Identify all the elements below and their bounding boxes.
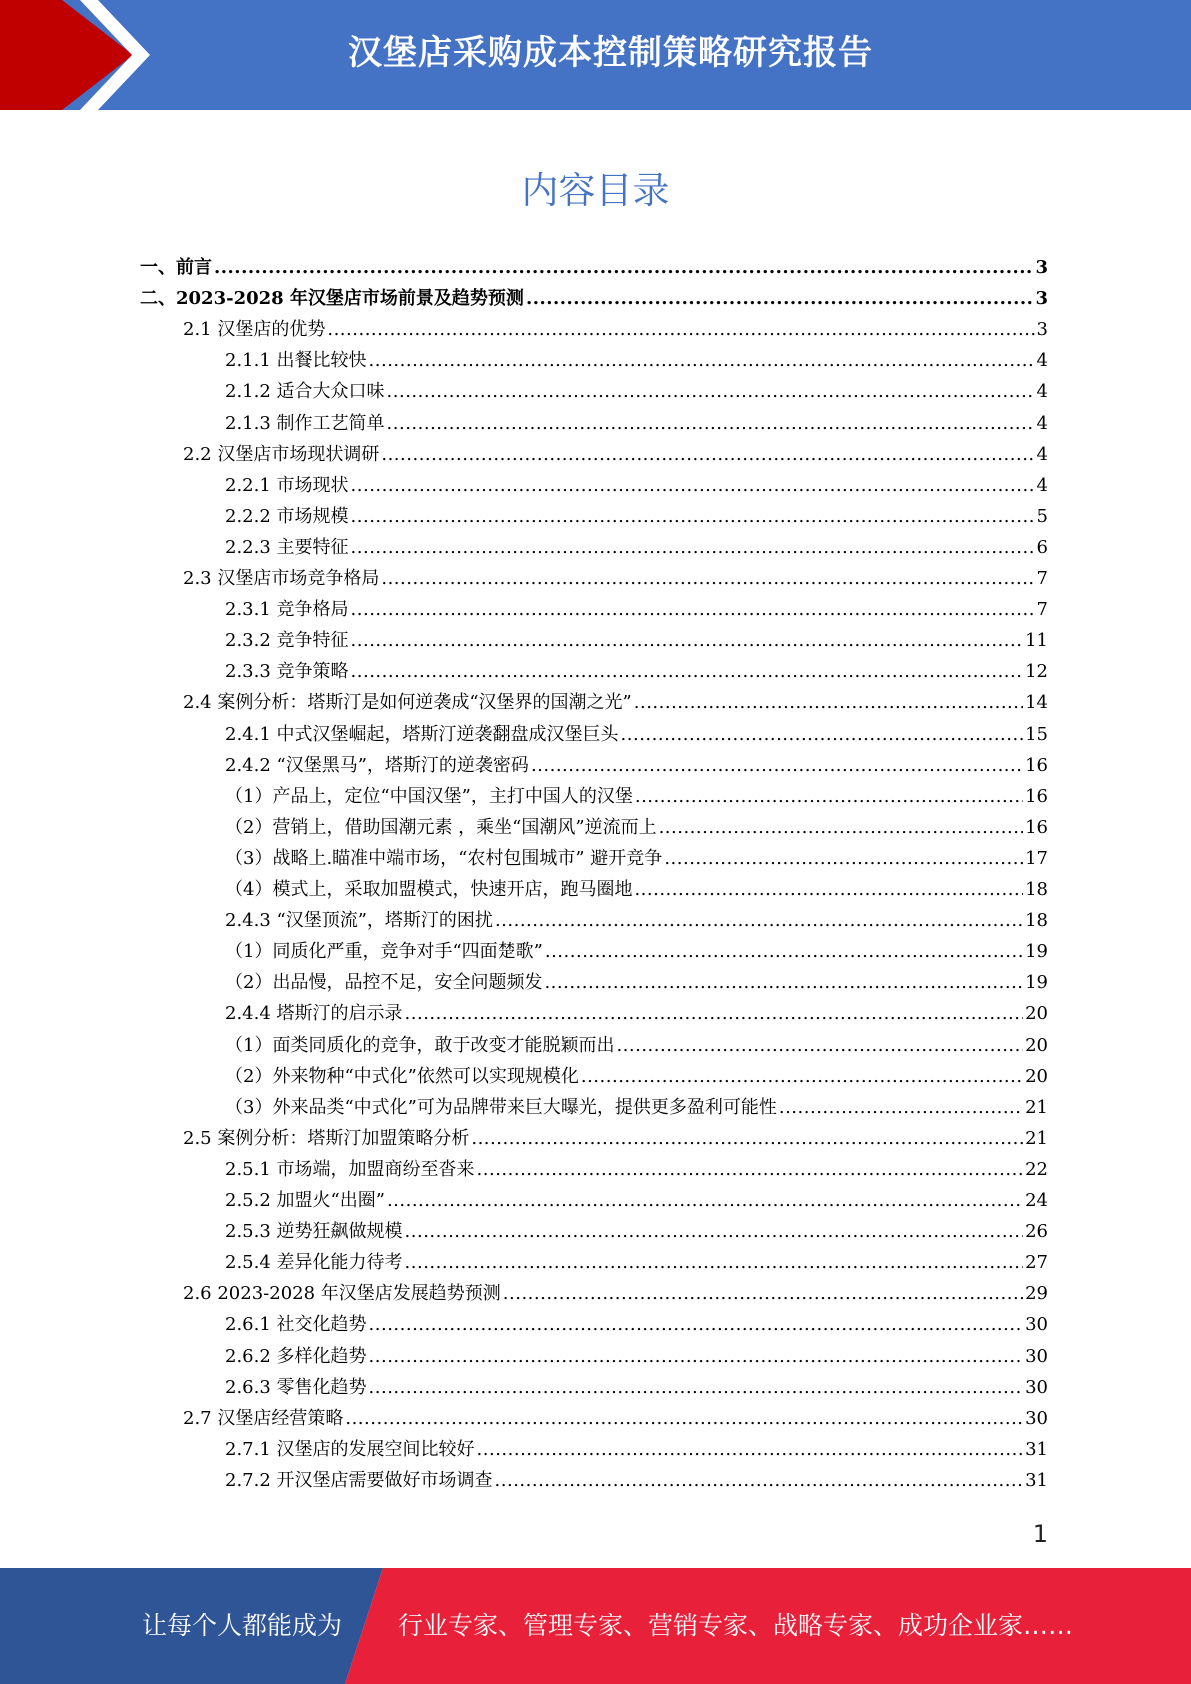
toc-entry-page: 5 (1036, 505, 1048, 527)
toc-leader-dots (634, 879, 1023, 900)
toc-leader-dots (477, 1159, 1024, 1180)
toc-leader-dots (327, 319, 1034, 340)
toc-entry-page: 16 (1025, 816, 1048, 838)
toc-entry-page: 11 (1025, 630, 1048, 652)
toc-entry-label: 2.5 案例分析：塔斯汀加盟策略分析 (183, 1127, 470, 1149)
toc-entry[interactable] (225, 657, 1048, 688)
toc-entry-page: 3 (1036, 319, 1048, 341)
toc-entry-label: 2.4.3 “汉堡顶流”，塔斯汀的困扰 (225, 910, 493, 932)
toc-entry-page: 4 (1036, 412, 1048, 434)
toc-entry-page: 4 (1036, 443, 1048, 465)
toc-leader-dots (635, 786, 1023, 807)
toc-entry[interactable] (183, 1404, 1048, 1435)
toc-entry-page: 19 (1025, 972, 1048, 994)
toc-leader-dots (351, 475, 1035, 496)
toc-entry-label: 2.1 汉堡店的优势 (183, 319, 326, 341)
toc-entry-page: 30 (1025, 1345, 1048, 1367)
toc-entry-label: （2）营销上，借助国潮元素 ，乘坐“国潮风”逆流而上 (225, 816, 657, 838)
toc-entry-page: 14 (1025, 692, 1048, 714)
toc-entry[interactable] (183, 1279, 1048, 1310)
toc-entry-page: 22 (1025, 1158, 1048, 1180)
toc-entry-page: 30 (1025, 1314, 1048, 1336)
toc-leader-dots (621, 724, 1024, 745)
toc-entry-label: 2.4.1 中式汉堡崛起，塔斯汀逆袭翻盘成汉堡巨头 (225, 723, 619, 745)
toc-entry[interactable] (225, 1093, 1048, 1124)
toc-leader-dots (616, 1035, 1023, 1056)
toc-entry-page: 19 (1025, 941, 1048, 963)
toc-entry-label: 2.6.3 零售化趋势 (225, 1376, 367, 1398)
toc-leader-dots (214, 257, 1033, 278)
toc-entry-label: 2.3.3 竞争策略 (225, 661, 349, 683)
toc-leader-dots (581, 1066, 1023, 1087)
toc-leader-dots (495, 910, 1023, 931)
toc-entry[interactable] (225, 1217, 1048, 1248)
toc-entry-label: 2.1.2 适合大众口味 (225, 381, 385, 403)
toc-entry-page: 15 (1025, 723, 1048, 745)
toc-leader-dots (503, 1283, 1023, 1304)
toc-entry-label: 2.4.2 “汉堡黑马”，塔斯汀的逆袭密码 (225, 754, 529, 776)
toc-entry[interactable] (225, 844, 1048, 875)
toc-entry-label: 2.5.1 市场端，加盟商纷至沓来 (225, 1158, 475, 1180)
toc-leader-dots (369, 1314, 1024, 1335)
toc-entry[interactable] (225, 751, 1048, 782)
header-banner (0, 0, 1191, 110)
toc-leader-dots (544, 972, 1023, 993)
toc-entry[interactable] (225, 1310, 1048, 1341)
toc-leader-dots (405, 1003, 1024, 1024)
toc-entry[interactable] (225, 409, 1048, 440)
toc-leader-dots (531, 755, 1023, 776)
toc-entry[interactable] (140, 284, 1048, 315)
toc-entry-page: 21 (1025, 1127, 1048, 1149)
toc-entry[interactable] (225, 377, 1048, 408)
toc-leader-dots (405, 1252, 1024, 1273)
toc-entry[interactable] (225, 999, 1048, 1030)
toc-entry-page: 7 (1036, 568, 1048, 589)
toc-entry[interactable] (225, 782, 1048, 813)
toc-leader-dots (381, 444, 1034, 465)
toc-entry-page: 3 (1035, 257, 1048, 278)
toc-entry-page: 4 (1036, 474, 1048, 496)
toc-entry[interactable] (225, 968, 1048, 999)
toc-entry-page: 12 (1025, 661, 1048, 683)
toc-heading: 内容目录 (521, 169, 670, 212)
toc-entry-label: （2）出品慢，品控不足，安全问题频发 (225, 972, 543, 994)
footer-slogan-left: 让每个人都能成为 (142, 1611, 343, 1640)
toc-entry-page: 3 (1035, 288, 1048, 310)
toc-entry-label: （1）面类同质化的竞争，敢于改变才能脱颖而出 (225, 1034, 615, 1056)
toc-entry[interactable] (225, 626, 1048, 657)
toc-entry[interactable] (225, 1248, 1048, 1279)
toc-entry[interactable] (225, 1435, 1048, 1466)
toc-entry-label: （2）外来物种“中式化”依然可以实现规模化 (225, 1065, 579, 1087)
toc-entry-label: 2.7.2 开汉堡店需要做好市场调查 (225, 1469, 493, 1491)
toc-entry-label: （3）战略上.瞄准中端市场，“农村包围城市” 避开竞争 (225, 847, 663, 869)
toc-leader-dots (779, 1097, 1023, 1118)
toc-leader-dots (526, 288, 1034, 309)
toc-leader-dots (369, 1377, 1024, 1398)
toc-leader-dots (477, 1439, 1024, 1460)
toc-entry-label: 2.7.1 汉堡店的发展空间比较好 (225, 1438, 475, 1460)
toc-entry[interactable] (225, 595, 1048, 626)
toc-entry-page: 31 (1025, 1469, 1048, 1491)
toc-entry-label: 2.3.1 竞争格局 (225, 599, 349, 621)
toc-leader-dots (369, 350, 1035, 371)
toc-entry-label: 2.2 汉堡店市场现状调研 (183, 443, 380, 465)
toc-leader-dots (387, 381, 1035, 402)
toc-entry[interactable] (225, 1342, 1048, 1373)
toc-entry[interactable] (225, 813, 1048, 844)
toc-entry-label: 2.3 汉堡店市场竞争格局 (183, 568, 380, 589)
toc-entry-label: 2.6.1 社交化趋势 (225, 1314, 367, 1336)
toc-leader-dots (664, 848, 1023, 869)
toc-entry-page: 18 (1025, 910, 1048, 932)
toc-entry[interactable] (183, 315, 1048, 346)
toc-leader-dots (545, 941, 1023, 962)
toc-entry-label: 一、前言 (140, 257, 212, 278)
toc-leader-dots (351, 599, 1035, 620)
toc-leader-dots (351, 630, 1024, 651)
toc-entry[interactable] (225, 937, 1048, 968)
toc-leader-dots (351, 537, 1035, 558)
toc-entry[interactable] (225, 1031, 1048, 1062)
toc-entry[interactable] (183, 564, 1048, 595)
toc-entry-page: 21 (1025, 1096, 1048, 1118)
toc-entry[interactable] (140, 253, 1048, 284)
toc-entry-label: 2.4.4 塔斯汀的启示录 (225, 1003, 403, 1025)
toc-entry-label: 2.6.2 多样化趋势 (225, 1345, 367, 1367)
toc-entry-label: （1）同质化严重，竞争对手“四面楚歌” (225, 941, 543, 963)
toc-leader-dots (387, 413, 1035, 434)
toc-entry-label: （3）外来品类“中式化”可为品牌带来巨大曝光，提供更多盈利可能性 (225, 1096, 777, 1118)
toc-entry[interactable] (225, 346, 1048, 377)
toc-leader-dots (369, 1346, 1024, 1367)
toc-entry[interactable] (183, 688, 1048, 719)
toc-leader-dots (659, 817, 1024, 838)
footer-slogan-right: 行业专家、管理专家、营销专家、战略专家、成功企业家…… (398, 1611, 1074, 1640)
toc-entry[interactable] (225, 502, 1048, 533)
toc-leader-dots (495, 1470, 1024, 1491)
toc-entry-page: 27 (1025, 1252, 1048, 1274)
toc-entry[interactable] (225, 1466, 1048, 1497)
toc-entry-page: 26 (1025, 1221, 1048, 1243)
toc-entry[interactable] (225, 1062, 1048, 1093)
toc-entry-label: 2.7 汉堡店经营策略 (183, 1407, 344, 1429)
toc-entry-page: 24 (1025, 1190, 1048, 1211)
toc-entry[interactable] (183, 1124, 1048, 1155)
toc-entry-page: 30 (1025, 1407, 1048, 1429)
toc-entry-label: 2.3.2 竞争特征 (225, 630, 349, 652)
toc-entry[interactable] (225, 1155, 1048, 1186)
page-number: 1 (1032, 1520, 1048, 1548)
toc-entry-label: 二、2023-2028 年汉堡店市场前景及趋势预测 (140, 288, 524, 310)
toc-entry-label: 2.2.1 市场现状 (225, 474, 349, 496)
toc-entry-label: 2.2.2 市场规模 (225, 505, 349, 527)
toc-entry[interactable] (225, 875, 1048, 906)
toc-entry-label: 2.4 案例分析：塔斯汀是如何逆袭成“汉堡界的国潮之光” (183, 692, 632, 714)
toc-leader-dots (345, 1408, 1023, 1429)
toc-entry[interactable] (225, 1373, 1048, 1404)
toc-entry[interactable] (225, 906, 1048, 937)
toc-entry-page: 20 (1025, 1003, 1048, 1025)
toc-leader-dots (634, 692, 1023, 713)
toc-entry[interactable] (225, 720, 1048, 751)
toc-entry-page: 4 (1036, 381, 1048, 403)
toc-entry-page: 6 (1036, 536, 1048, 558)
toc-entry[interactable] (225, 1186, 1048, 1217)
toc-leader-dots (351, 661, 1024, 682)
toc-entry-page: 31 (1025, 1438, 1048, 1460)
toc-entry[interactable] (225, 533, 1048, 564)
toc-entry[interactable] (183, 440, 1048, 471)
report-title: 汉堡店采购成本控制策略研究报告 (348, 33, 873, 73)
toc-entry-page: 29 (1025, 1283, 1048, 1305)
toc-entry-label: 2.5.3 逆势狂飙做规模 (225, 1221, 403, 1243)
toc-entry-label: 2.5.2 加盟火“出圈” (225, 1190, 385, 1211)
toc-leader-dots (471, 1128, 1023, 1149)
toc-entry-label: （1）产品上，定位“中国汉堡”，主打中国人的汉堡 (225, 785, 633, 807)
toc-entry-page: 20 (1025, 1065, 1048, 1087)
toc-entry-label: 2.1.1 出餐比较快 (225, 350, 367, 372)
toc-entry-page: 7 (1036, 599, 1048, 621)
toc-entry-page: 4 (1036, 350, 1048, 372)
toc-leader-dots (351, 506, 1035, 527)
toc-entry-label: 2.1.3 制作工艺简单 (225, 412, 385, 434)
toc-leader-dots (387, 1190, 1023, 1211)
toc-entry-label: 2.6 2023-2028 年汉堡店发展趋势预测 (183, 1283, 501, 1305)
toc-entry-page: 17 (1025, 847, 1048, 869)
toc-leader-dots (381, 568, 1034, 589)
toc-entry-page: 30 (1025, 1376, 1048, 1398)
toc-entry-page: 18 (1025, 879, 1048, 900)
toc-entry-page: 16 (1025, 754, 1048, 776)
toc-leader-dots (405, 1221, 1024, 1242)
toc-entry-label: 2.5.4 差异化能力待考 (225, 1252, 403, 1274)
toc-entry-page: 16 (1025, 785, 1048, 807)
toc-entry-label: 2.2.3 主要特征 (225, 536, 349, 558)
toc-entry[interactable] (225, 471, 1048, 502)
toc-entry-page: 20 (1025, 1034, 1048, 1056)
toc-entry-label: （4）模式上，采取加盟模式，快速开店，跑马圈地 (225, 879, 633, 900)
footer-banner (0, 1568, 1191, 1684)
